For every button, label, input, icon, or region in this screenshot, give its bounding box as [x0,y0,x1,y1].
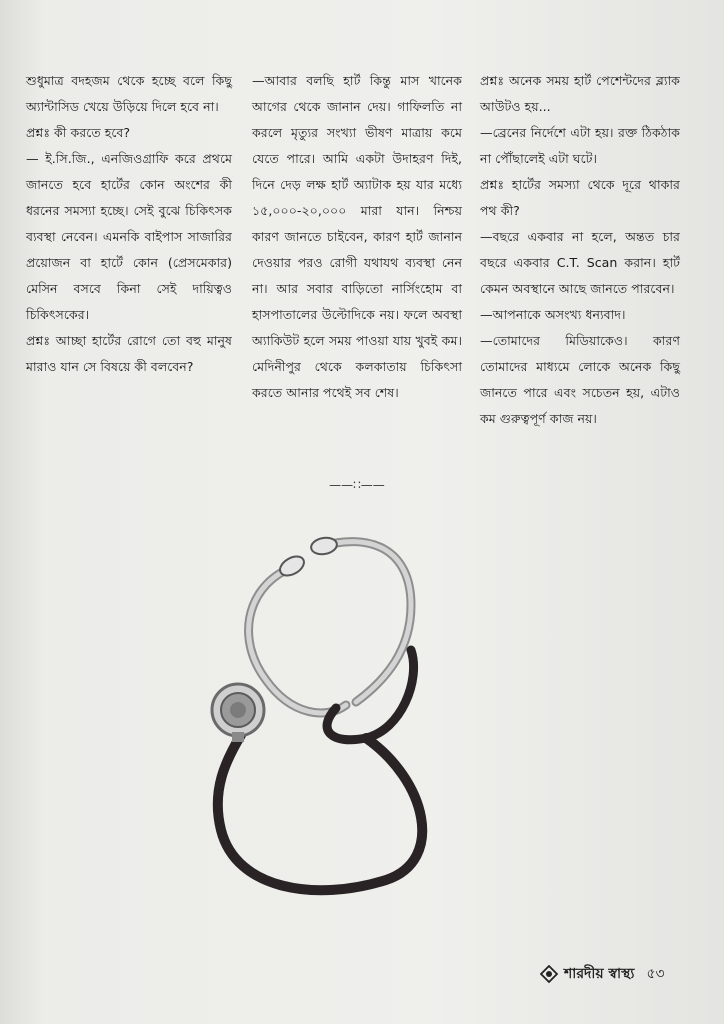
question: প্রশ্নঃ কী করতে হবে? [26,125,131,140]
paragraph: —ব্রেনের নির্দেশে এটা হয়। রক্ত ঠিকঠাক না পৌঁছালেই এটা ঘটে। [480,125,680,166]
paragraph: —আবার বলছি হার্ট কিন্তু মাস খানেক আগের থেকে জানান দেয়। গাফিলতি না করলে মৃত্যুর সংখ্যা ভীষণ মাত্রায় কমে যেতে পারে। আমি একটা উদাহরণ দিই, দিনে দেড় লক্ষ হার্ট অ্যাটাক হয় যার মধ্যে ১৫,০০০-২০,০০০ মারা যান। নিশ্চয় কারণ জানতে চাইবেন, কারণ হার্ট জানান দেওয়ার পরও রোগী যথাযথ ব্যবস্থা নেন না। আর সবার বাড়িতো নার্সিংহোম বা হাসপাতালের উল্টোদিকে নয়। ফলে অবস্থা অ্যাকিউট হলে সময় পাওয়া যায় খুবই কম। মেদিনীপুর থেকে কলকাতায় চিকিৎসা করতে আনার পথেই সব শেষ। [252,73,462,400]
question: প্রশ্নঃ হার্টের সমস্যা থেকে দূরে থাকার পথ কী? [480,177,680,218]
section-divider: ——∷—— [329,478,385,492]
question: প্রশ্নঃ আচ্ছা হার্টের রোগে তো বহু মানুষ মারাও যান সে বিষয়ে কী বলবেন? [26,333,232,374]
column-left [26,68,232,380]
column-middle [252,68,462,406]
stethoscope-icon [196,530,486,920]
page-number: ৫৩ [646,966,665,982]
paragraph: —বছরে একবার না হলে, অন্তত চার বছরে একবার C.T. Scan করান। হার্ট কেমন অবস্থানে আছে জানতে পারবেন। [480,229,680,296]
paragraph: শুধুমাত্র বদহজম থেকে হচ্ছে বলে কিছু অ্যান্টাসিড খেয়ে উড়িয়ে দিলে হবে না। [26,73,232,114]
paragraph: —তোমাদের মিডিয়াকেও। কারণ তোমাদের মাধ্যমে লোকে অনেক কিছু জানতে পারে এবং সচেতন হয়, এটাও কম গুরুত্বপূর্ণ কাজ নয়। [480,333,680,426]
magazine-name: শারদীয় স্বাস্থ্য [564,966,635,982]
paragraph: —আপনাকে অসংখ্য ধন্যবাদ। [480,307,626,322]
emblem-icon [540,965,558,983]
column-right [480,68,680,432]
question: প্রশ্নঃ অনেক সময় হার্ট পেশেন্টদের ব্ল্যাক আউটও হয়... [480,73,680,114]
page-footer [540,962,710,986]
paragraph: — ই.সি.জি., এনজিওগ্রাফি করে প্রথমে জানতে হবে হার্টের কোন অংশের কী ধরনের সমস্যা হচ্ছে। সেই বুঝে চিকিৎসক ব্যবস্থা নেবেন। এমনকি বাইপাস সাজারির প্রয়োজন বা হার্টে কোন (প্রেসমেকার) মেসিন বসবে কিনা সেই দায়িত্বও চিকিৎসকের। [26,151,232,322]
